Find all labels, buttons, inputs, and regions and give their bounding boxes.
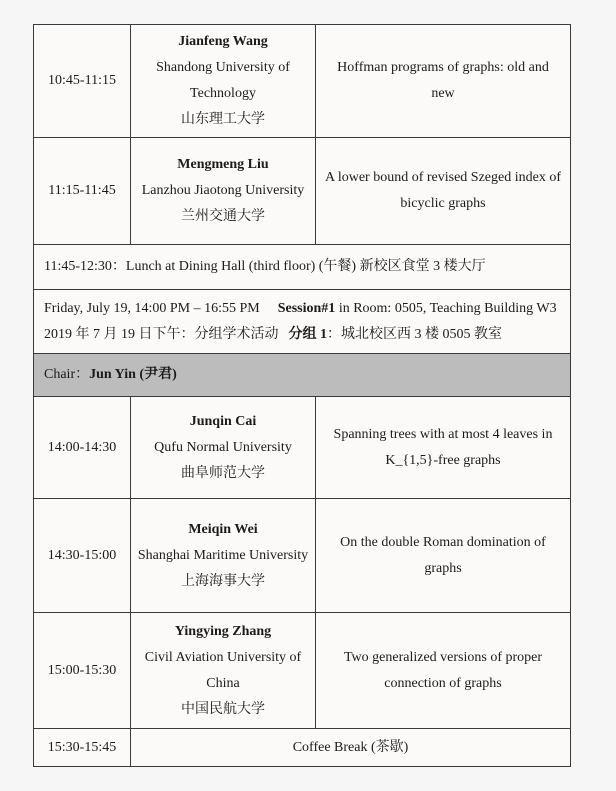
speaker-cell (131, 25, 316, 138)
lunch-cell (34, 245, 571, 290)
session-number: Session#1 (277, 300, 336, 316)
session-schedule-table (33, 24, 571, 767)
talk-title: Two generalized versions of proper connection of graphs (343, 649, 543, 691)
session-room-cn: ：城北校区西 3 楼 0505 教室 (327, 326, 502, 342)
session-room: in Room: 0505, Teaching Building W3 (335, 300, 557, 316)
coffee-break-row (34, 729, 571, 767)
chair-name: Jun Yin (尹君) (89, 367, 177, 382)
speaker-cell (131, 138, 316, 245)
affiliation-cn: 上海海事大学 (181, 573, 265, 589)
session-header-cell (34, 290, 571, 354)
time-cell: 14:00-14:30 (34, 397, 131, 499)
talk-title: On the double Roman domination of graphs (340, 534, 546, 576)
affiliation-cn: 曲阜师范大学 (181, 465, 265, 481)
table-row (34, 499, 571, 613)
affiliation-cn: 兰州交通大学 (181, 209, 265, 224)
time-cell: 14:30-15:00 (34, 499, 131, 613)
session-number-cn: 分组 1 (288, 326, 327, 342)
chair-cell (34, 354, 571, 397)
coffee-break-cell: Coffee Break (茶歇) (131, 729, 571, 767)
table-row (34, 613, 571, 729)
affiliation-en: Qufu Normal University (154, 439, 292, 455)
speaker-name: Yingying Zhang (174, 623, 272, 639)
affiliation-en: Civil Aviation University of China (144, 649, 302, 691)
speaker-name: Junqin Cai (189, 413, 257, 429)
speaker-name: Meiqin Wei (188, 521, 258, 537)
affiliation-en: Shanghai Maritime University (137, 547, 309, 563)
time-cell: 11:15-11:45 (34, 138, 131, 245)
speaker-cell (131, 499, 316, 613)
session-datetime-cn: 2019 年 7 月 19 日下午：分组学术活动 (44, 326, 279, 342)
talk-title-cell (316, 25, 571, 138)
session-header-row (34, 290, 571, 354)
time-cell: 15:00-15:30 (34, 613, 131, 729)
affiliation-cn: 山东理工大学 (181, 112, 265, 127)
time-cell: 15:30-15:45 (34, 729, 131, 767)
time-cell: 10:45-11:15 (34, 25, 131, 138)
talk-title: Hoffman programs of graphs: old and new (337, 60, 549, 101)
speaker-name: Mengmeng Liu (177, 157, 269, 172)
chair-row (34, 354, 571, 397)
talk-title-cell (316, 397, 571, 499)
speaker-name: Jianfeng Wang (178, 34, 268, 49)
affiliation-cn: 中国民航大学 (181, 701, 265, 717)
lunch-row (34, 245, 571, 290)
session-header-line-2 (44, 322, 560, 348)
chair-label: Chair： (44, 367, 90, 382)
speaker-cell (131, 613, 316, 729)
talk-title-cell (316, 499, 571, 613)
table-row (34, 25, 571, 138)
table-row (34, 397, 571, 499)
table-row (34, 138, 571, 245)
session-datetime: Friday, July 19, 14:00 PM – 16:55 PM (44, 300, 260, 316)
speaker-cell (131, 397, 316, 499)
affiliation-en: Lanzhou Jiaotong University (141, 183, 305, 198)
session-header-line-1 (44, 296, 560, 322)
talk-title-cell (316, 138, 571, 245)
talk-title: Spanning trees with at most 4 leaves in K_{1,5}-free graphs (333, 426, 553, 468)
talk-title-cell (316, 613, 571, 729)
affiliation-en: Shandong University of Technology (156, 60, 290, 101)
lunch-label: 11:45-12:30：Lunch at Dining Hall (third floor) (午餐) 新校区食堂 3 楼大厅 (44, 259, 486, 274)
talk-title: A lower bound of revised Szeged index of bicyclic graphs (325, 170, 561, 211)
